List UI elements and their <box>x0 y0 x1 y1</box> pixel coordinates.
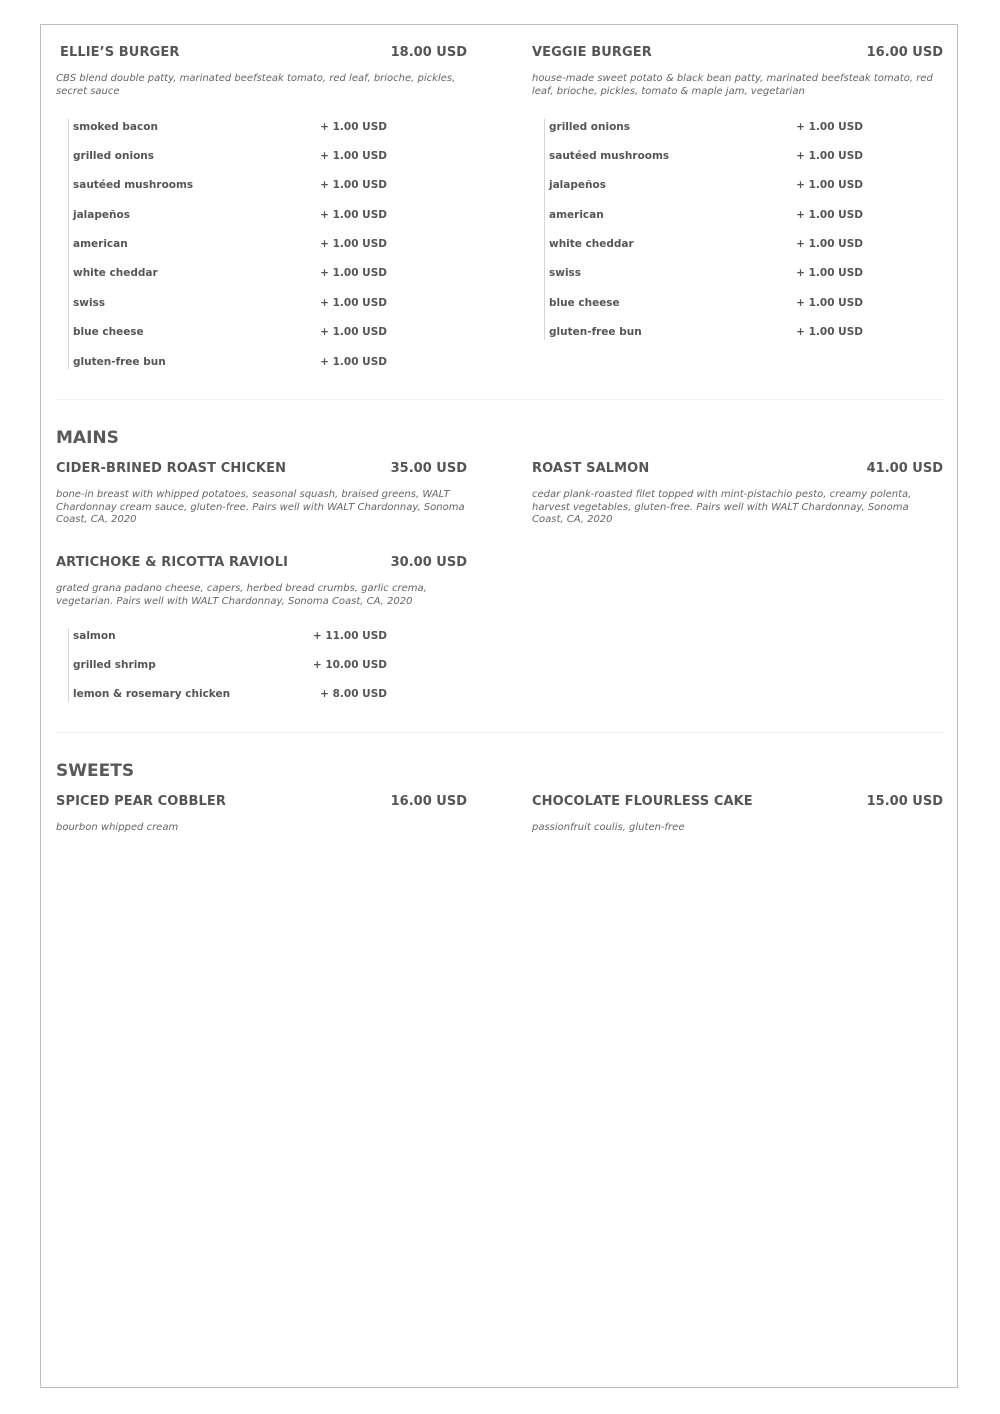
item-price: 15.00 USD <box>866 794 943 809</box>
item-description: CBS blend double patty, marinated beefsteak tomato, red leaf, brioche, pickles, secret sauce <box>56 73 456 97</box>
item-price: 35.00 USD <box>390 461 467 476</box>
item-name: CHOCOLATE FLOURLESS CAKE <box>532 794 753 809</box>
addon-item <box>69 267 387 279</box>
addon-list-veggie-burger <box>544 119 863 340</box>
addon-name: gluten-free bun <box>73 356 166 368</box>
addon-price: + 1.00 USD <box>320 297 387 309</box>
addon-name: grilled onions <box>73 150 155 162</box>
addon-name: jalapeños <box>73 209 130 221</box>
addon-item <box>545 179 863 191</box>
item-description: cedar plank-roasted filet topped with mint-pistachio pesto, creamy polenta, harvest vegetables, gluten-free. Pairs well with WALT Chardonnay, Sonoma Coast, CA, 2020 <box>532 489 912 525</box>
addon-item <box>69 297 387 309</box>
item-description: bourbon whipped cream <box>56 822 179 833</box>
addon-name: american <box>549 209 604 221</box>
item-price: 16.00 USD <box>390 794 467 809</box>
item-price: 16.00 USD <box>866 45 943 60</box>
section-title-sweets: SWEETS <box>56 761 135 781</box>
addon-price: + 1.00 USD <box>796 179 863 191</box>
addon-name: blue cheese <box>73 326 144 338</box>
section-title-mains: MAINS <box>56 428 119 448</box>
addon-price: + 1.00 USD <box>320 209 387 221</box>
addon-price: + 1.00 USD <box>796 238 863 250</box>
addon-item <box>69 238 387 250</box>
addon-price: + 1.00 USD <box>320 121 387 133</box>
section-divider <box>56 399 944 400</box>
addon-item <box>545 267 863 279</box>
addon-name: grilled onions <box>549 121 631 133</box>
addon-item <box>69 688 387 700</box>
addon-price: + 10.00 USD <box>312 659 387 671</box>
addon-item <box>545 209 863 221</box>
addon-price: + 1.00 USD <box>320 356 387 368</box>
addon-price: + 1.00 USD <box>796 150 863 162</box>
addon-price: + 1.00 USD <box>320 150 387 162</box>
addon-name: american <box>73 238 128 250</box>
item-name: CIDER-BRINED ROAST CHICKEN <box>56 461 287 476</box>
item-description: bone-in breast with whipped potatoes, seasonal squash, braised greens, WALT Chardonnay cream sauce, gluten-free. Pairs well with WALT Chardonnay, Sonoma Coast, CA, 2020 <box>56 489 465 525</box>
addon-item <box>545 297 863 309</box>
addon-name: blue cheese <box>549 297 620 309</box>
addon-list-ellies-burger <box>68 119 387 369</box>
item-name: ROAST SALMON <box>532 461 650 476</box>
item-name: VEGGIE BURGER <box>532 45 652 60</box>
addon-name: white cheddar <box>549 238 634 250</box>
addon-name: salmon <box>73 630 116 642</box>
addon-name: jalapeños <box>549 179 606 191</box>
item-name: SPICED PEAR COBBLER <box>56 794 226 809</box>
addon-item <box>69 659 387 671</box>
addon-name: sautéed mushrooms <box>73 179 194 191</box>
addon-item <box>69 356 387 368</box>
addon-name: lemon & rosemary chicken <box>73 688 231 700</box>
addon-item <box>545 150 863 162</box>
menu-item-flourless-cake <box>532 794 943 835</box>
item-price: 18.00 USD <box>390 45 467 60</box>
menu-page-frame <box>40 24 958 1388</box>
addon-name: swiss <box>73 297 106 309</box>
addon-price: + 1.00 USD <box>796 326 863 338</box>
menu-item-ravioli <box>56 555 467 608</box>
menu-item-roast-salmon <box>532 461 943 527</box>
addon-item <box>69 326 387 338</box>
menu-item-roast-chicken <box>56 461 467 527</box>
addon-item <box>545 121 863 133</box>
item-price: 30.00 USD <box>390 555 467 570</box>
item-name: ARTICHOKE & RICOTTA RAVIOLI <box>56 555 289 570</box>
addon-item <box>69 179 387 191</box>
addon-price: + 1.00 USD <box>796 297 863 309</box>
addon-price: + 8.00 USD <box>320 688 387 700</box>
addon-price: + 1.00 USD <box>796 121 863 133</box>
menu-item-ellies-burger <box>56 45 467 98</box>
addon-price: + 1.00 USD <box>320 326 387 338</box>
item-price: 41.00 USD <box>866 461 943 476</box>
addon-item <box>545 326 863 338</box>
item-description: grated grana padano cheese, capers, herbed bread crumbs, garlic crema, vegetarian. Pairs well with WALT Chardonnay, Sonoma Coast, CA, 2020 <box>56 583 427 607</box>
addon-name: gluten-free bun <box>549 326 642 338</box>
addon-name: grilled shrimp <box>73 659 156 671</box>
menu-item-veggie-burger <box>532 45 943 98</box>
addon-name: sautéed mushrooms <box>549 150 670 162</box>
item-name: ELLIE’S BURGER <box>60 45 180 60</box>
addon-item <box>69 209 387 221</box>
section-divider <box>56 732 944 733</box>
item-description: passionfruit coulis, gluten-free <box>532 822 685 833</box>
addon-name: white cheddar <box>73 267 158 279</box>
addon-name: smoked bacon <box>73 121 158 133</box>
item-description: house-made sweet potato & black bean patty, marinated beefsteak tomato, red leaf, brioche, pickles, tomato & maple jam, vegetarian <box>532 73 933 97</box>
menu-item-pear-cobbler <box>56 794 467 835</box>
addon-price: + 1.00 USD <box>320 238 387 250</box>
addon-price: + 1.00 USD <box>320 267 387 279</box>
addon-price: + 1.00 USD <box>796 267 863 279</box>
addon-item <box>545 238 863 250</box>
addon-price: + 11.00 USD <box>312 630 387 642</box>
addon-name: swiss <box>549 267 582 279</box>
addon-price: + 1.00 USD <box>320 179 387 191</box>
addon-list-ravioli <box>68 628 387 702</box>
addon-item <box>69 121 387 133</box>
addon-item <box>69 150 387 162</box>
addon-price: + 1.00 USD <box>796 209 863 221</box>
addon-item <box>69 630 387 642</box>
